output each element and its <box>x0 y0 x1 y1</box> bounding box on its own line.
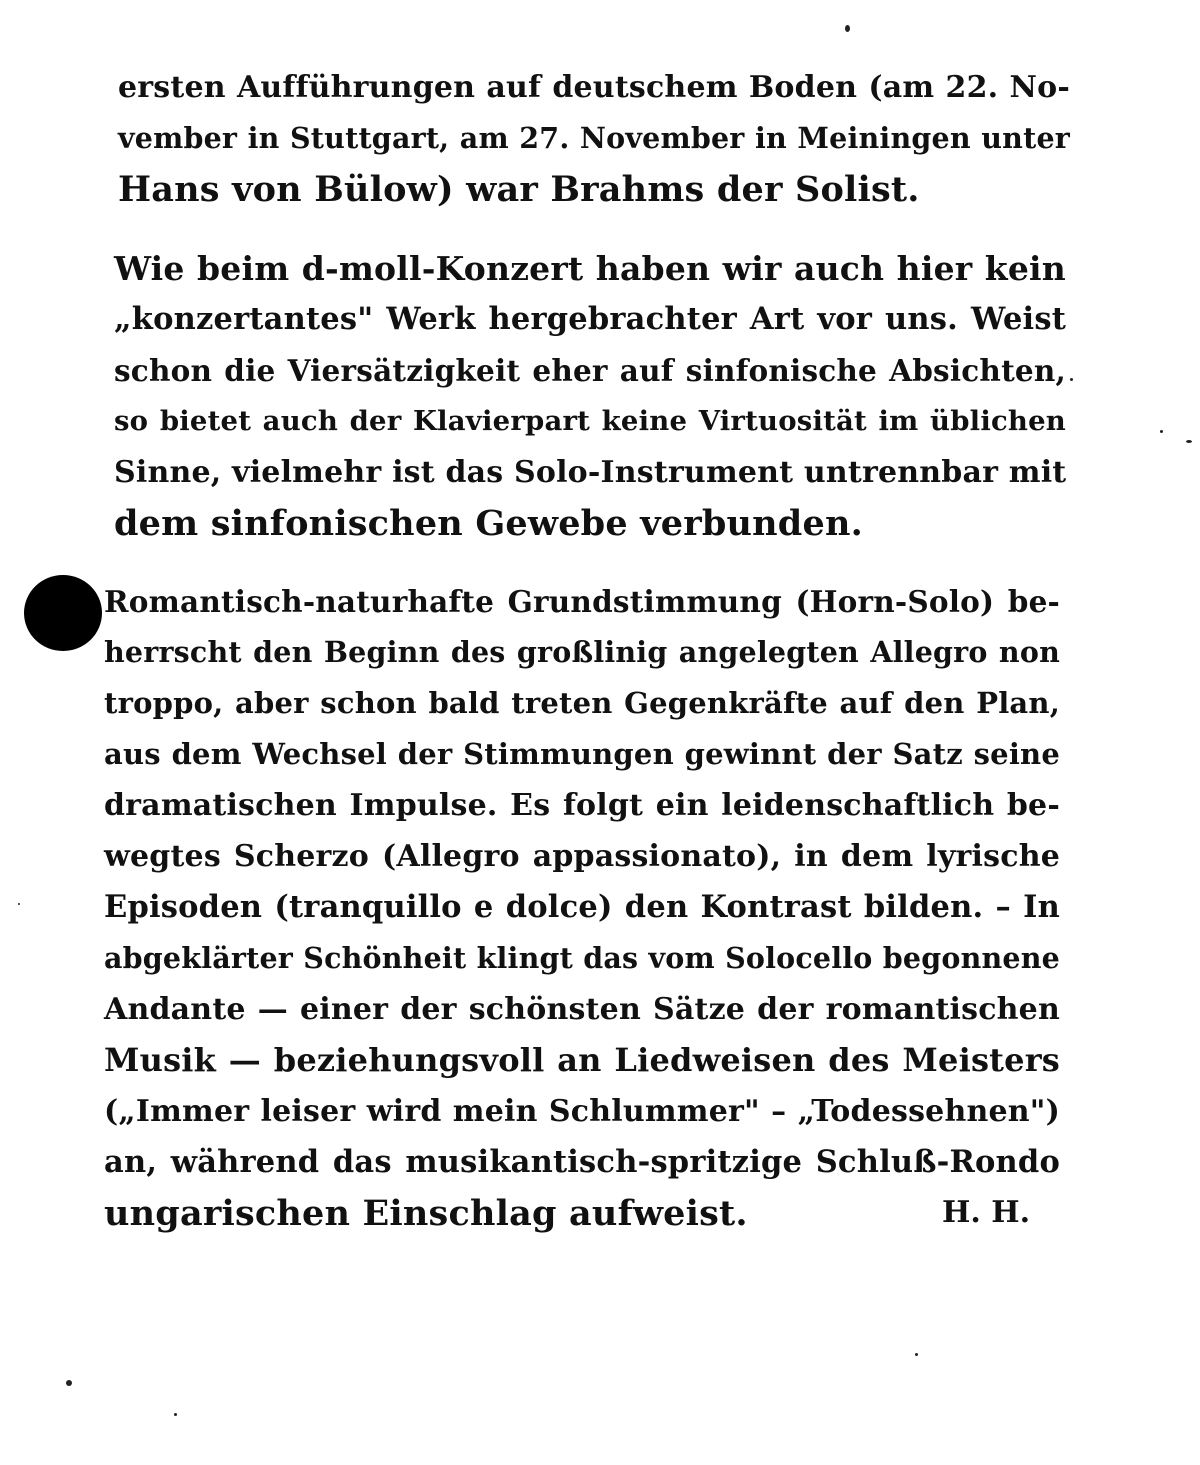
text-line: Romantisch-naturhafte Grundstimmung (Horn-Solo) be- <box>104 584 1060 619</box>
text-line: ungarischen Einschlag aufweist. <box>104 1193 748 1234</box>
text-line: dem sinfonischen Gewebe verbunden. <box>114 503 863 544</box>
paragraph-premiere <box>118 62 1070 215</box>
speck-mark <box>174 1413 177 1416</box>
text-line: schon die Viersätzigkeit eher auf sinfonische Absichten, <box>114 353 1066 388</box>
text-line: so bietet auch der Klavierpart keine Virtuosität im üblichen <box>114 405 1066 437</box>
author-initials: H. H. <box>942 1195 1031 1230</box>
text-line: Sinne, vielmehr ist das Solo-Instrument untrennbar mit <box>114 455 1067 490</box>
text-line: Episoden (tranquillo e dolce) den Kontrast bilden. – In <box>104 889 1060 925</box>
text-line: troppo, aber schon bald treten Gegenkräfte auf den Plan, <box>104 686 1060 720</box>
text-line: („Immer leiser wird mein Schlummer" – „Todessehnen") <box>104 1094 1060 1129</box>
text-line: Andante — einer der schönsten Sätze der romantischen <box>104 992 1060 1027</box>
text-line: ersten Aufführungen auf deutschem Boden (am 22. No- <box>118 70 1070 105</box>
speck-mark <box>1070 378 1073 381</box>
text-line: dramatischen Impulse. Es folgt ein leidenschaftlich be- <box>104 788 1060 823</box>
text-line: aus dem Wechsel der Stimmungen gewinnt der Satz seine <box>104 737 1060 771</box>
text-line: Musik — beziehungsvoll an Liedweisen des Meisters <box>104 1041 1060 1079</box>
text-line: Wie beim d-moll-Konzert haben wir auch hier kein <box>114 249 1066 288</box>
speck-mark <box>1186 440 1192 443</box>
paragraph-character <box>114 243 1066 549</box>
speck-mark <box>845 25 850 32</box>
punch-hole-mark <box>24 575 102 651</box>
speck-mark <box>915 1353 918 1356</box>
text-line: „konzertantes" Werk hergebrachter Art vor uns. Weist <box>114 301 1066 337</box>
text-line: vember in Stuttgart, am 27. November in Meiningen unter <box>118 121 1070 155</box>
speck-mark <box>1160 430 1163 433</box>
speck-mark <box>66 1380 72 1386</box>
text-line: an, während das musikantisch-spritzige Schluß-Rondo <box>104 1144 1060 1180</box>
text-line: abgeklärter Schönheit klingt das vom Solocello begonnene <box>104 941 1060 975</box>
speck-mark <box>18 903 20 905</box>
paragraph-movements <box>104 576 1060 1239</box>
text-line: Hans von Bülow) war Brahms der Solist. <box>118 169 920 210</box>
text-line: herrscht den Beginn des großlinig angelegten Allegro non <box>104 635 1060 669</box>
text-line: wegtes Scherzo (Allegro appassionato), in dem lyrische <box>104 839 1060 874</box>
